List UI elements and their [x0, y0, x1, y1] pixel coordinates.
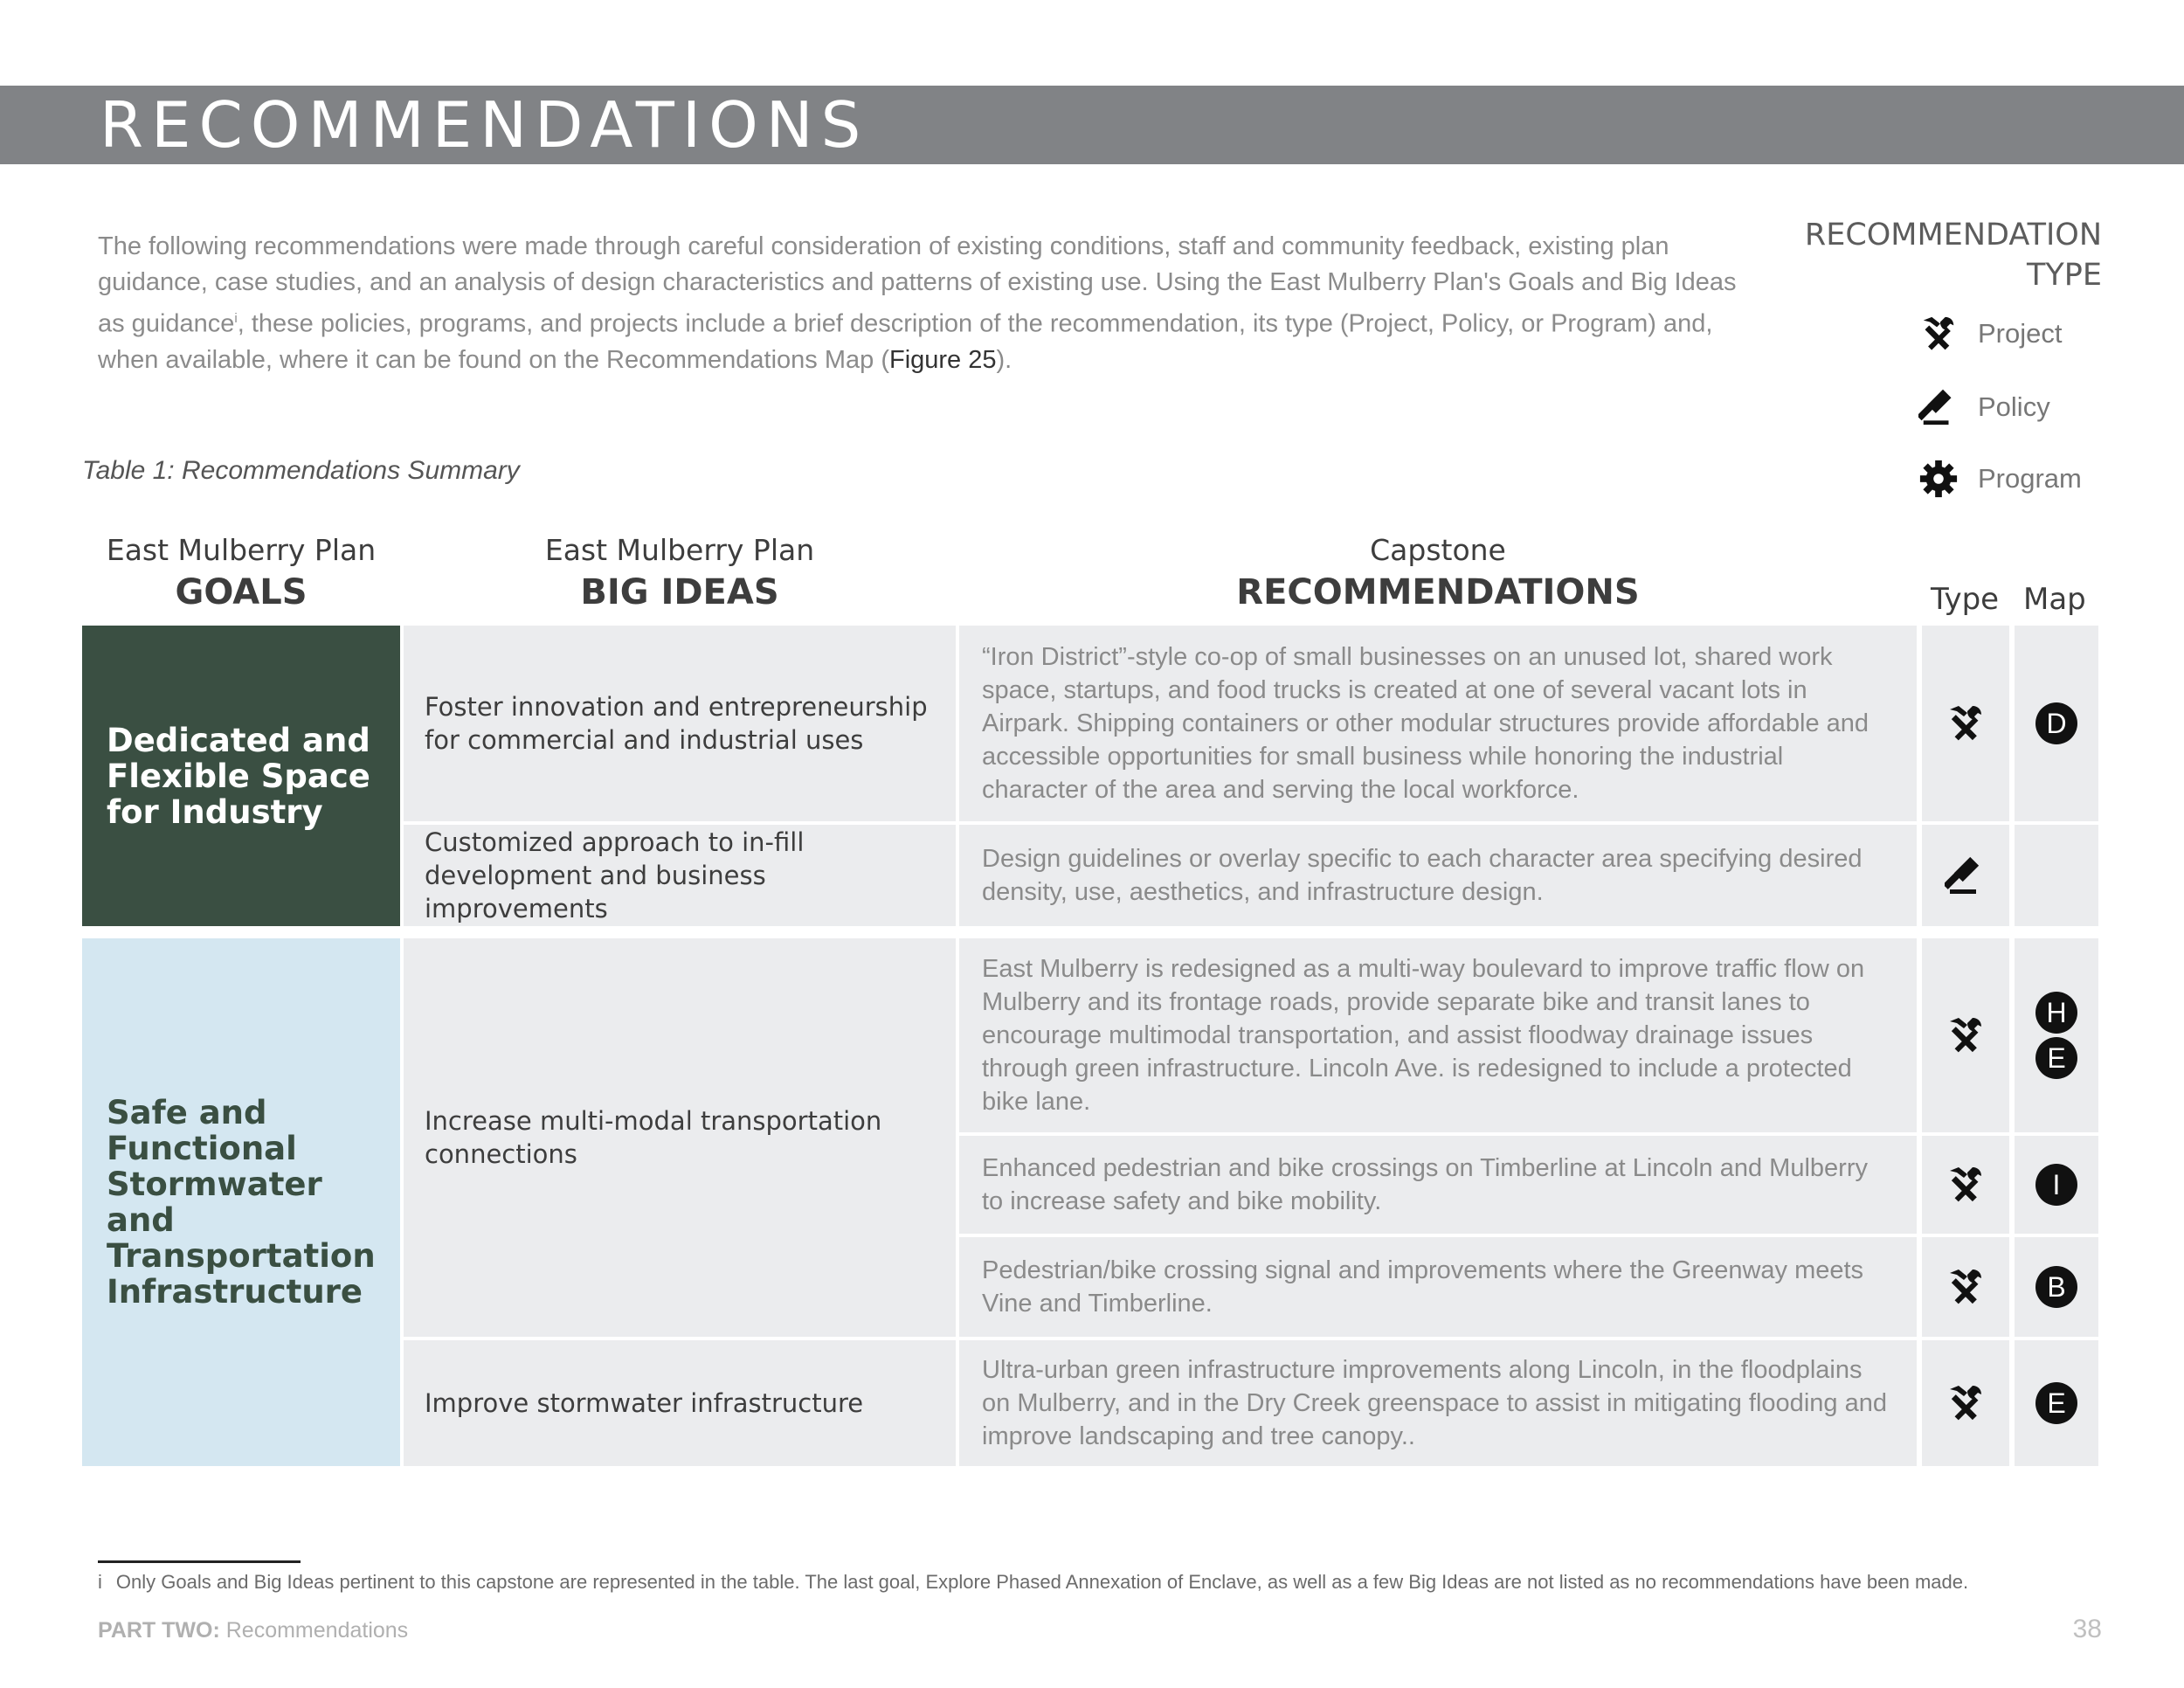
- project-icon: [1918, 314, 1959, 354]
- map-badge[interactable]: E: [2035, 1382, 2077, 1424]
- intro-text-2: , these policies, programs, and projects include a brief description of the recommendation, its type (Project, Policy, or Program) and, when available, where it can be found on the Recommendations Map (: [98, 309, 1713, 374]
- project-icon: [1945, 1164, 1987, 1206]
- policy-icon: [1918, 387, 1959, 427]
- map-cell: [2015, 938, 2098, 1132]
- footnote-rule: [98, 1560, 301, 1563]
- goal-label: Safe and Functional Stormwater and Transportation Infrastructure: [107, 1094, 376, 1311]
- type-cell: [1922, 938, 2009, 1132]
- goals-header: [82, 531, 400, 615]
- recommendation-text: Enhanced pedestrian and bike crossings on Timberline at Lincoln and Mulberry to increase safety and bike mobility.: [982, 1154, 1868, 1215]
- goal-label: Dedicated and Flexible Space for Industry: [107, 721, 370, 831]
- recommendation-text: Design guidelines or overlay specific to each character area specifying desired density, use, aesthetics, and infrastructure design.: [982, 845, 1863, 906]
- type-cell: [1922, 825, 2009, 926]
- program-icon: [1918, 459, 1959, 499]
- legend-label-project: Project: [1978, 318, 2063, 349]
- header-banner: [0, 86, 2184, 164]
- recs-header: [959, 531, 1917, 615]
- map-cell: [2015, 1237, 2098, 1337]
- map-badge[interactable]: D: [2035, 702, 2077, 744]
- ideas-header-sub: East Mulberry Plan: [544, 533, 815, 567]
- recs-header-main: RECOMMENDATIONS: [1236, 572, 1640, 612]
- legend-title-line1: RECOMMENDATION: [1804, 218, 2102, 253]
- map-cell: [2015, 626, 2098, 821]
- goal-cell-infrastructure: [82, 938, 400, 1466]
- idea-text: Increase multi-modal transportation connections: [425, 1106, 882, 1169]
- map-badge[interactable]: E: [2035, 1037, 2077, 1079]
- footer-section: Recommendations: [225, 1618, 409, 1643]
- map-cell: [2015, 1136, 2098, 1234]
- ideas-header-main: BIG IDEAS: [580, 572, 779, 612]
- map-cell: [2015, 825, 2098, 926]
- page-number: 38: [2072, 1615, 2102, 1643]
- legend-item-project: [1918, 313, 2062, 355]
- type-cell: [1922, 1340, 2009, 1466]
- intro-text-3: ).: [996, 345, 1013, 374]
- recommendation-text: Ultra-urban green infrastructure improvements along Lincoln, in the floodplains on Mulberry, and in the Dry Creek greenspace to assist in mitigating flooding and improve landscaping and tree canopy..: [982, 1356, 1887, 1450]
- table-caption: Table 1: Recommendations Summary: [82, 456, 520, 485]
- idea-cell: [404, 825, 956, 926]
- legend-item-program: [1918, 458, 2082, 500]
- legend-item-policy: [1918, 386, 2050, 428]
- ideas-header: [404, 531, 956, 615]
- recommendation-cell: [959, 1237, 1917, 1337]
- idea-text: Customized approach to in-fill development and business improvements: [425, 827, 805, 924]
- project-icon: [1945, 1266, 1987, 1308]
- idea-cell: [404, 938, 956, 1337]
- recommendation-cell: [959, 938, 1917, 1132]
- legend-title-line2: TYPE: [2027, 258, 2102, 293]
- intro-footnote-mark: i: [234, 311, 238, 326]
- map-badge[interactable]: H: [2035, 992, 2077, 1034]
- map-cell: [2015, 1340, 2098, 1466]
- footnote: [98, 1571, 2107, 1594]
- map-header: Map: [2023, 582, 2086, 617]
- recommendation-cell: [959, 1136, 1917, 1234]
- type-cell: [1922, 1136, 2009, 1234]
- idea-text: Foster innovation and entrepreneurship for commercial and industrial uses: [425, 692, 928, 755]
- type-cell: [1922, 626, 2009, 821]
- idea-text: Improve stormwater infrastructure: [425, 1388, 864, 1418]
- intro-text: The following recommendations were made through careful consideration of existing conditions, staff and community feedback, existing plan guidance, case studies, and an analysis of design characteristics and patterns of existing use. Using the East Mulberry Plan's Goals and Big Ideas as guidance: [98, 232, 1737, 338]
- page-title: RECOMMENDATIONS: [100, 88, 869, 162]
- project-icon: [1945, 1382, 1987, 1424]
- recommendation-text: Pedestrian/bike crossing signal and improvements where the Greenway meets Vine and Timberline.: [982, 1256, 1864, 1318]
- intro-paragraph: [98, 229, 1758, 378]
- type-cell: [1922, 1237, 2009, 1337]
- footnote-text: Only Goals and Big Ideas pertinent to this capstone are represented in the table. The last goal, Explore Phased Annexation of Enclave, as well as a few Big Ideas are not listed as no recommendations have been made.: [115, 1571, 1969, 1593]
- project-icon: [1945, 1014, 1987, 1056]
- recommendation-cell: [959, 626, 1917, 821]
- recommendation-text: East Mulberry is redesigned as a multi-way boulevard to improve traffic flow on Mulberry and its frontage roads, provide separate bike and transit lanes to encourage multimodal transportation, and assist floodway drainage issues through green infrastructure. Lincoln Ave. is redesigned to include a protected bike lane.: [982, 955, 1865, 1116]
- goals-header-sub: East Mulberry Plan: [106, 533, 377, 567]
- legend-title: [1765, 215, 2102, 295]
- idea-cell: [404, 626, 956, 821]
- footnote-mark: i: [98, 1571, 102, 1593]
- map-badge[interactable]: I: [2035, 1164, 2077, 1206]
- recommendation-cell: [959, 825, 1917, 926]
- legend-label-policy: Policy: [1978, 391, 2050, 422]
- figure-reference[interactable]: Figure 25: [888, 345, 997, 374]
- legend-label-program: Program: [1978, 463, 2082, 494]
- map-badge[interactable]: B: [2035, 1266, 2077, 1308]
- project-icon: [1945, 702, 1987, 744]
- footer-part: PART TWO:: [98, 1618, 220, 1643]
- page-footer: [98, 1618, 408, 1643]
- idea-cell: [404, 1340, 956, 1466]
- recs-header-sub: Capstone: [1370, 533, 1506, 567]
- recommendation-text: “Iron District”-style co-op of small businesses on an unused lot, shared work space, startups, and food trucks is created at one of several vacant lots in Airpark. Shipping containers or other modular structures provide affordable and accessible opportunities for small business while honoring the industrial character of the area and serving the local workforce.: [982, 643, 1870, 804]
- type-header: Type: [1931, 582, 2000, 617]
- goals-header-main: GOALS: [175, 572, 308, 612]
- goal-cell-industry: [82, 626, 400, 926]
- policy-icon: [1945, 854, 1987, 896]
- recommendation-cell: [959, 1340, 1917, 1466]
